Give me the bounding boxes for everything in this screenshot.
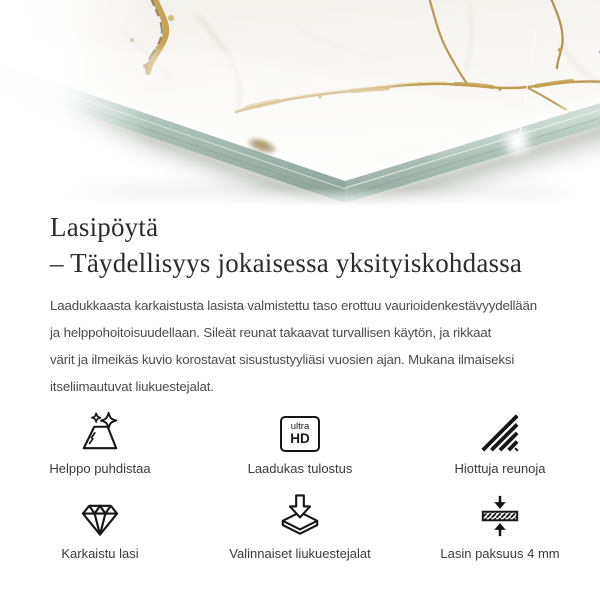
description-line: Laadukkaasta karkaistusta lasista valmistettu taso erottuu vaurioidenkestävyydellään: [50, 298, 538, 313]
product-description: [50, 292, 556, 400]
feature-quality-print: [200, 412, 400, 477]
feature-grid: [0, 412, 600, 562]
title-line-2: – Täydellisyys jokaisessa yksityiskohdassa: [50, 248, 523, 278]
feature-label: Hiottuja reunoja: [454, 461, 546, 476]
clean-sparkle-icon: [75, 411, 125, 453]
glass-thickness-icon: [476, 494, 524, 538]
feature-label: Lasin paksuus 4 mm: [440, 546, 560, 561]
feature-polished-edges: [400, 412, 600, 477]
product-text-block: [0, 209, 600, 562]
ultra-hd-icon-text-top: ultra: [290, 421, 310, 432]
anti-slip-feet-icon: [276, 494, 324, 538]
ultra-hd-icon: [280, 416, 320, 452]
description-line: ja helppohoitoisuudellaan. Sileät reunat takaavat turvallisen käytön, ja rikkaat: [50, 325, 492, 340]
description-line: itseliimautuvat liukuestejalat.: [50, 379, 214, 394]
feature-label: Karkaistu lasi: [61, 546, 139, 561]
page-title: [50, 209, 556, 281]
feature-easy-clean: [0, 412, 200, 477]
feature-tempered-glass: [0, 497, 200, 562]
feature-glass-thickness: [400, 497, 600, 562]
feature-label: Valinnaiset liukuestejalat: [229, 546, 371, 561]
feature-anti-slip-feet: [200, 497, 400, 562]
feature-label: Laadukas tulostus: [247, 461, 353, 476]
feature-label: Helppo puhdistaa: [49, 461, 151, 476]
polished-edges-icon: [477, 411, 523, 453]
description-line: värit ja ilmeikäs kuvio korostavat sisustustyyliäsi vuosien ajan. Mukana ilmaiseksi: [50, 352, 515, 367]
title-line-1: Lasipöytä: [50, 212, 159, 242]
ultra-hd-icon-text-bottom: HD: [290, 431, 310, 446]
glass-tabletop-image: [0, 0, 600, 206]
diamond-icon: [76, 497, 124, 538]
